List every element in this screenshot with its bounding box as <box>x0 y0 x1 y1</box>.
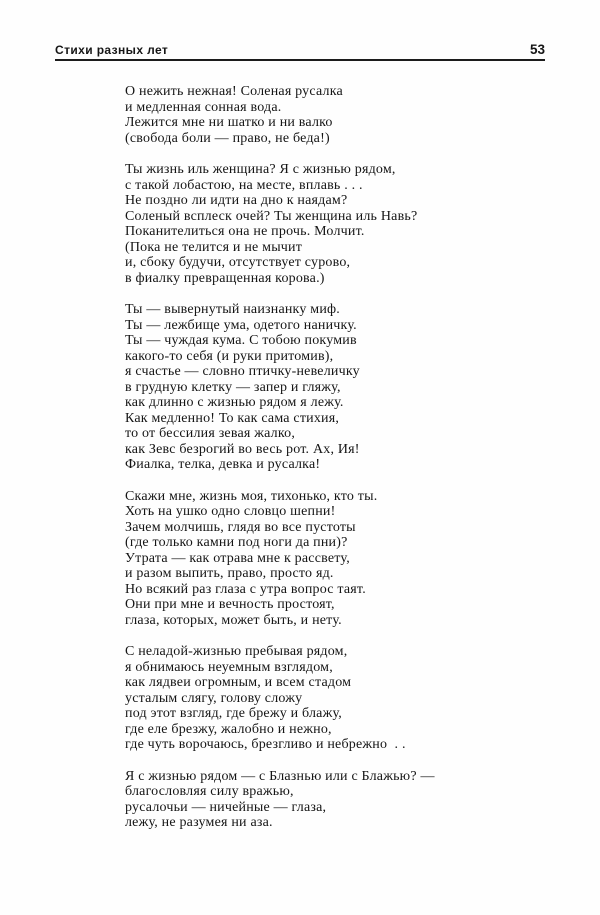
poem-line: Поканителиться она не прочь. Молчит. <box>125 224 365 239</box>
poem-line: Хоть на ушко одно словцо шепни! <box>125 504 336 519</box>
poem-line: в фиалку превращенная корова.) <box>125 270 325 286</box>
poem-line: как Зевс безрогий во весь рот. Ах, Ия! <box>125 441 360 457</box>
poem-line: Ты — чуждая кума. С тобою покумив <box>125 333 357 348</box>
poem-line: как длинно с жизнью рядом я лежу. <box>125 395 344 410</box>
poem-line: под этот взгляд, где брежу и блажу, <box>125 706 342 721</box>
poem-line: Ты — лежбище ума, одетого наничку. <box>125 317 357 333</box>
poem-line: то от бессилия зевая жалко, <box>125 426 296 441</box>
stanza-2 <box>125 162 560 286</box>
stanza-1 <box>125 84 560 146</box>
poem-line: какого-то себя (и руки притомив), <box>125 348 334 364</box>
stanza-4 <box>125 489 560 629</box>
poem-line: как лядвеи огромным, и всем стадом <box>125 675 352 690</box>
running-head-title: Стихи разных лет <box>55 43 169 57</box>
poem-line: Как медленно! То как сама стихия, <box>125 410 340 426</box>
poem-line: я обнимаюсь неуемным взглядом, <box>125 659 333 675</box>
poem-line: Ты — вывернутый наизнанку миф. <box>125 302 340 317</box>
running-head <box>55 40 545 61</box>
stanza-6 <box>125 769 560 831</box>
poem-line: С неладой-жизнью пребывая рядом, <box>125 644 348 659</box>
poem-line: Но всякий раз глаза с утра вопрос таят. <box>125 581 366 597</box>
poem-line: и медленная сонная вода. <box>125 99 282 115</box>
poem-line: с такой лобастою, на месте, вплавь . . . <box>125 177 363 193</box>
poem-line: Фиалка, телка, девка и русалка! <box>125 457 321 472</box>
stanza-5 <box>125 644 560 753</box>
poem-line: русалочьи — ничейные — глаза, <box>125 799 327 815</box>
poem-line: Они при мне и вечность простоят, <box>125 597 335 612</box>
poem-line: Соленый всплеск очей? Ты женщина иль Навь? <box>125 208 418 224</box>
poem-line: я счастье — словно птичку-невеличку <box>125 364 360 379</box>
poem-line: Я с жизнью рядом — с Блазнью или с Блажью? — <box>125 768 435 784</box>
poem-line: благословляя силу вражью, <box>125 784 294 799</box>
poem-line: где чуть ворочаюсь, брезгливо и небрежно . . <box>125 737 406 752</box>
poem-line: где еле брезжу, жалобно и нежно, <box>125 721 332 737</box>
poem-line: (Пока не телится и не мычит <box>125 239 303 255</box>
poem-line: и разом выпить, право, просто яд. <box>125 566 334 581</box>
page-number: 53 <box>529 42 545 57</box>
poem-line: Утрата — как отрава мне к рассвету, <box>125 550 350 566</box>
poem-line: Ты жизнь иль женщина? Я с жизнью рядом, <box>125 162 396 177</box>
stanza-3 <box>125 302 560 473</box>
poem-line: усталым слягу, голову сложу <box>125 690 303 706</box>
poem-line: О нежить нежная! Соленая русалка <box>125 84 343 99</box>
poem-line: в грудную клетку — запер и гляжу, <box>125 379 341 395</box>
poem-line: глаза, которых, может быть, и нету. <box>125 612 342 628</box>
poem-line: и, сбоку будучи, отсутствует сурово, <box>125 255 351 270</box>
poem-line: Не поздно ли идти на дно к наядам? <box>125 193 348 208</box>
poem-line: Зачем молчишь, глядя во все пустоты <box>125 519 356 535</box>
poem-line: Скажи мне, жизнь моя, тихонько, кто ты. <box>125 488 378 504</box>
poem-line: Лежится мне ни шатко и ни валко <box>125 115 333 130</box>
poem-body <box>125 84 560 847</box>
poem-line: лежу, не разумея ни аза. <box>125 815 273 830</box>
poem-line: (где только камни под ноги да пни)? <box>125 535 348 550</box>
poem-line: (свобода боли — право, не беда!) <box>125 130 330 146</box>
